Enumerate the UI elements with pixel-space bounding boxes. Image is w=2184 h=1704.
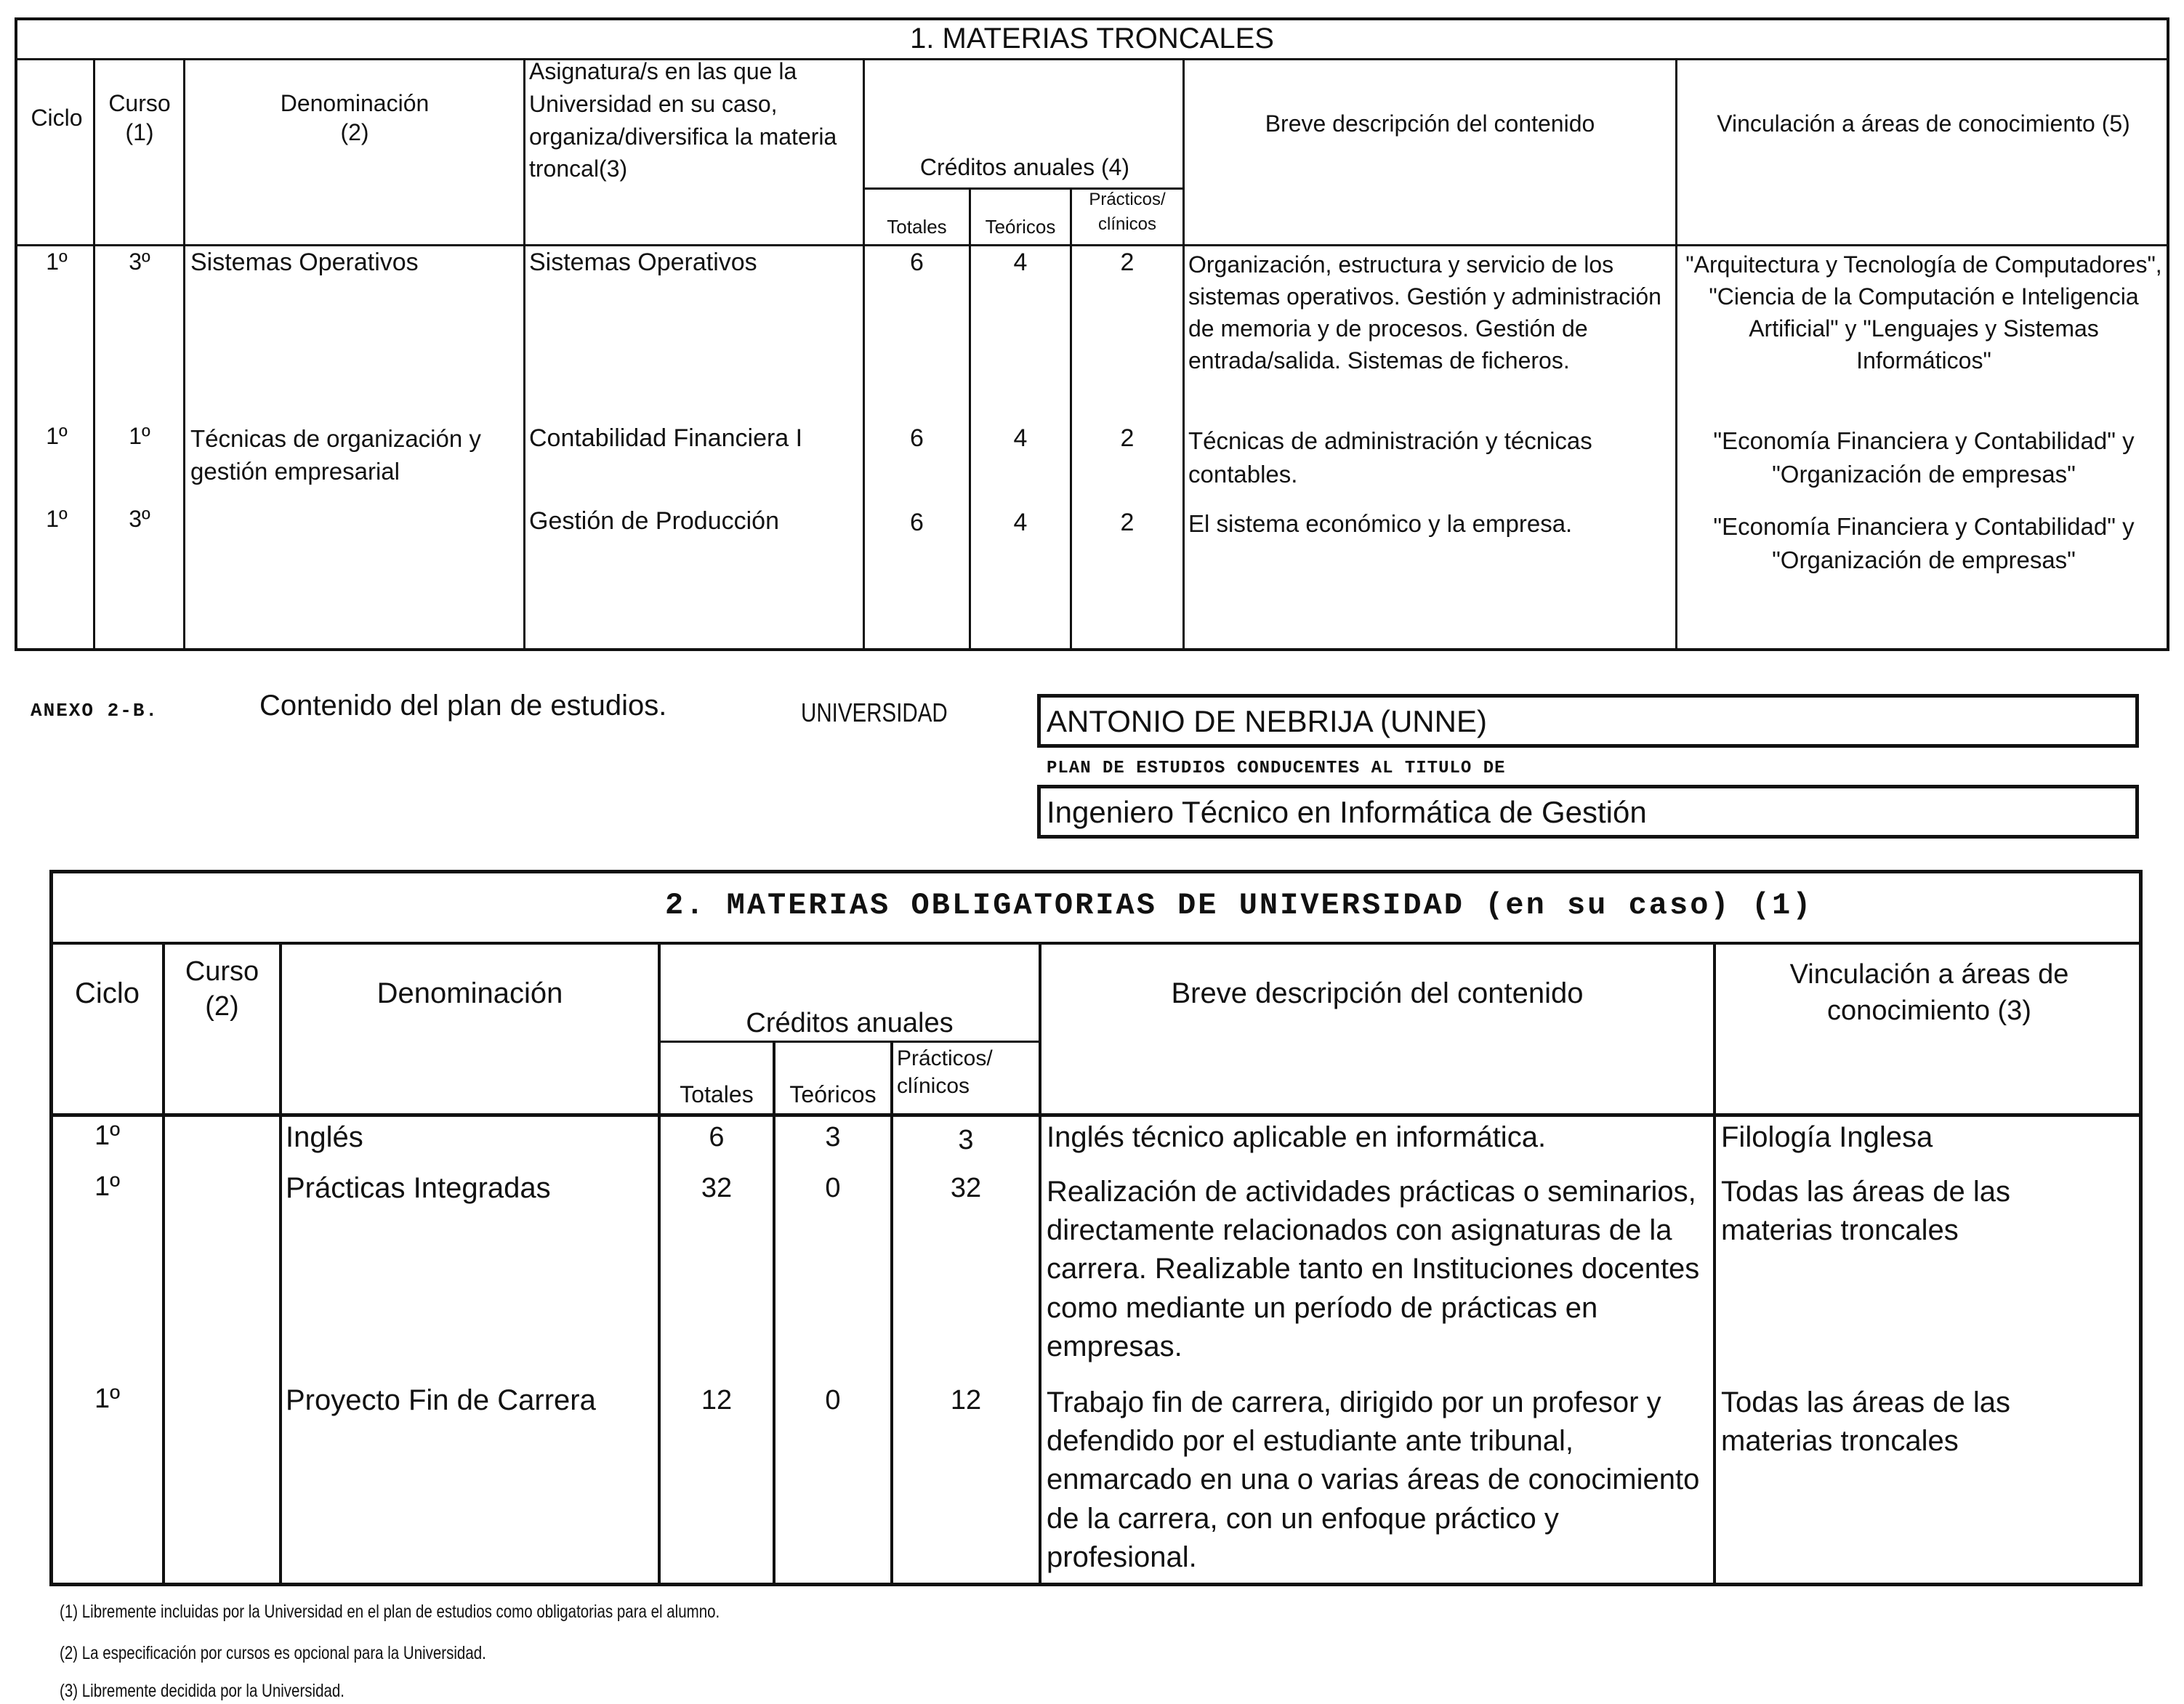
- cell-descripcion: Trabajo fin de carrera, dirigido por un profesor y defendido por el estudiante ante tribunal, enmarcado en una o varias áreas de conocimiento de la carrera, con un enfoque práctico y profesional.: [1047, 1386, 1700, 1573]
- cell-practicos: 2: [1120, 424, 1135, 452]
- cell-vinculacion: Todas las áreas de las materias troncales: [1721, 1176, 2011, 1247]
- cell-curso: 3º: [129, 249, 150, 275]
- anexo-label: ANEXO 2-B.: [31, 700, 159, 722]
- header-denominacion: Denominación: [376, 977, 563, 1009]
- header-vinculacion: Vinculación a áreas de conocimiento (3): [1789, 959, 2069, 1027]
- header-ciclo: Ciclo: [31, 105, 83, 131]
- universidad-label: UNIVERSIDAD: [801, 698, 948, 727]
- cell-descripcion: Técnicas de administración y técnicas contables.: [1188, 427, 1592, 488]
- cell-practicos: 12: [950, 1385, 982, 1416]
- cell-vinculacion: Todas las áreas de las materias troncales: [1721, 1386, 2011, 1458]
- cell-teoricos: 4: [1013, 509, 1028, 536]
- divider: [162, 942, 165, 1586]
- cell-totales: 32: [701, 1173, 733, 1203]
- cell-denominacion: Sistemas Operativos: [190, 249, 419, 276]
- cell-teoricos: 4: [1013, 249, 1028, 276]
- cell-denominacion: Proyecto Fin de Carrera: [286, 1384, 596, 1416]
- header-teoricos: Teóricos: [985, 216, 1056, 238]
- header-totales: Totales: [887, 216, 947, 238]
- cell-vinculacion: "Economía Financiera y Contabilidad" y "Organización de empresas": [1713, 427, 2135, 488]
- divider: [1182, 58, 1185, 651]
- universidad-name: ANTONIO DE NEBRIJA (UNNE): [1047, 704, 1487, 738]
- cell-ciclo: 1º: [46, 423, 68, 449]
- cell-ciclo: 1º: [46, 249, 68, 275]
- divider: [523, 58, 525, 651]
- cell-practicos: 2: [1120, 249, 1135, 276]
- footnote: (1) Libremente incluidas por la Universidad en el plan de estudios como obligatorias para el alumno.: [60, 1602, 720, 1622]
- cell-denominacion: Prácticas Integradas: [286, 1172, 551, 1204]
- divider: [15, 58, 2169, 60]
- cell-denominacion: Técnicas de organización y gestión empresarial: [190, 425, 481, 485]
- table1-title: 1. MATERIAS TRONCALES: [910, 23, 1274, 54]
- header-creditos: Créditos anuales (4): [919, 154, 1130, 180]
- cell-descripcion: Realización de actividades prácticas o seminarios, directamente relacionados con asignaturas de la carrera. Realizable tanto en Instituciones docentes como mediante un período de prácticas en empresas.: [1047, 1176, 1700, 1362]
- contenido-label: Contenido del plan de estudios.: [259, 690, 667, 722]
- header-teoricos: Teóricos: [789, 1081, 877, 1107]
- cell-teoricos: 0: [825, 1385, 841, 1416]
- cell-asignatura: Contabilidad Financiera I: [529, 424, 803, 452]
- divider: [863, 58, 865, 651]
- table2-title: 2. MATERIAS OBLIGATORIAS DE UNIVERSIDAD (en su caso) (1): [665, 888, 1813, 923]
- header-curso: Curso (2): [185, 956, 259, 1022]
- header-curso: Curso (1): [108, 90, 171, 145]
- cell-asignatura: Sistemas Operativos: [529, 249, 757, 276]
- divider: [890, 1041, 893, 1586]
- cell-totales: 12: [701, 1385, 733, 1416]
- divider: [279, 942, 282, 1586]
- header-asignatura: Asignatura/s en las que la Universidad en su caso, organiza/diversifica la materia troncal(3): [529, 58, 837, 182]
- cell-ciclo: 1º: [46, 506, 68, 532]
- header-descripcion: Breve descripción del contenido: [1171, 977, 1584, 1009]
- footnote: (2) La especificación por cursos es opcional para la Universidad.: [60, 1643, 486, 1663]
- cell-descripcion: Organización, estructura y servicio de los sistemas operativos. Gestión y administración de memoria y de procesos. Gestión de entrada/salida. Sistemas de ficheros.: [1188, 251, 1661, 374]
- header-denominacion: Denominación (2): [280, 90, 430, 145]
- cell-vinculacion: "Arquitectura y Tecnología de Computadores", "Ciencia de la Computación e Inteligencia Artificial" y "Lenguajes y Sistemas Informáticos": [1685, 251, 2162, 374]
- titulo-name: Ingeniero Técnico en Informática de Gestión: [1047, 795, 1647, 829]
- cell-ciclo: 1º: [94, 1171, 120, 1202]
- cell-vinculacion: "Economía Financiera y Contabilidad" y "Organización de empresas": [1713, 513, 2135, 573]
- cell-totales: 6: [910, 249, 924, 276]
- cell-curso: 3º: [129, 506, 150, 532]
- cell-totales: 6: [709, 1122, 725, 1152]
- cell-teoricos: 4: [1013, 424, 1028, 452]
- plan-label: PLAN DE ESTUDIOS CONDUCENTES AL TITULO DE: [1047, 759, 1506, 778]
- header-creditos: Créditos anuales: [746, 1008, 954, 1038]
- cell-ciclo: 1º: [94, 1384, 120, 1414]
- cell-teoricos: 0: [825, 1173, 841, 1203]
- cell-totales: 6: [910, 509, 924, 536]
- divider: [93, 58, 95, 651]
- header-ciclo: Ciclo: [75, 977, 140, 1009]
- cell-denominacion: Inglés: [286, 1121, 363, 1153]
- divider: [49, 942, 2143, 945]
- cell-descripcion: El sistema económico y la empresa.: [1188, 510, 1573, 537]
- divider: [15, 244, 2169, 246]
- cell-curso: 1º: [129, 423, 150, 449]
- cell-vinculacion: Filología Inglesa: [1721, 1121, 1933, 1153]
- cell-ciclo: 1º: [94, 1120, 120, 1151]
- cell-asignatura: Gestión de Producción: [529, 507, 779, 535]
- header-descripcion: Breve descripción del contenido: [1265, 110, 1595, 137]
- header-totales: Totales: [680, 1081, 754, 1107]
- header-practicos: Prácticos/ clínicos: [1089, 190, 1166, 234]
- cell-teoricos: 3: [825, 1122, 841, 1152]
- divider: [1675, 58, 1677, 651]
- cell-practicos: 32: [950, 1173, 982, 1203]
- cell-practicos: 2: [1120, 509, 1135, 536]
- cell-totales: 6: [910, 424, 924, 452]
- header-practicos: Prácticos/ clínicos: [897, 1046, 993, 1098]
- cell-practicos: 3: [958, 1125, 974, 1155]
- divider: [49, 1113, 2143, 1117]
- footnote: (3) Libremente decidida por la Universidad.: [60, 1681, 344, 1701]
- divider: [183, 58, 185, 651]
- divider: [1039, 942, 1041, 1586]
- cell-descripcion: Inglés técnico aplicable en informática.: [1047, 1121, 1547, 1153]
- header-vinculacion: Vinculación a áreas de conocimiento (5): [1717, 110, 2130, 137]
